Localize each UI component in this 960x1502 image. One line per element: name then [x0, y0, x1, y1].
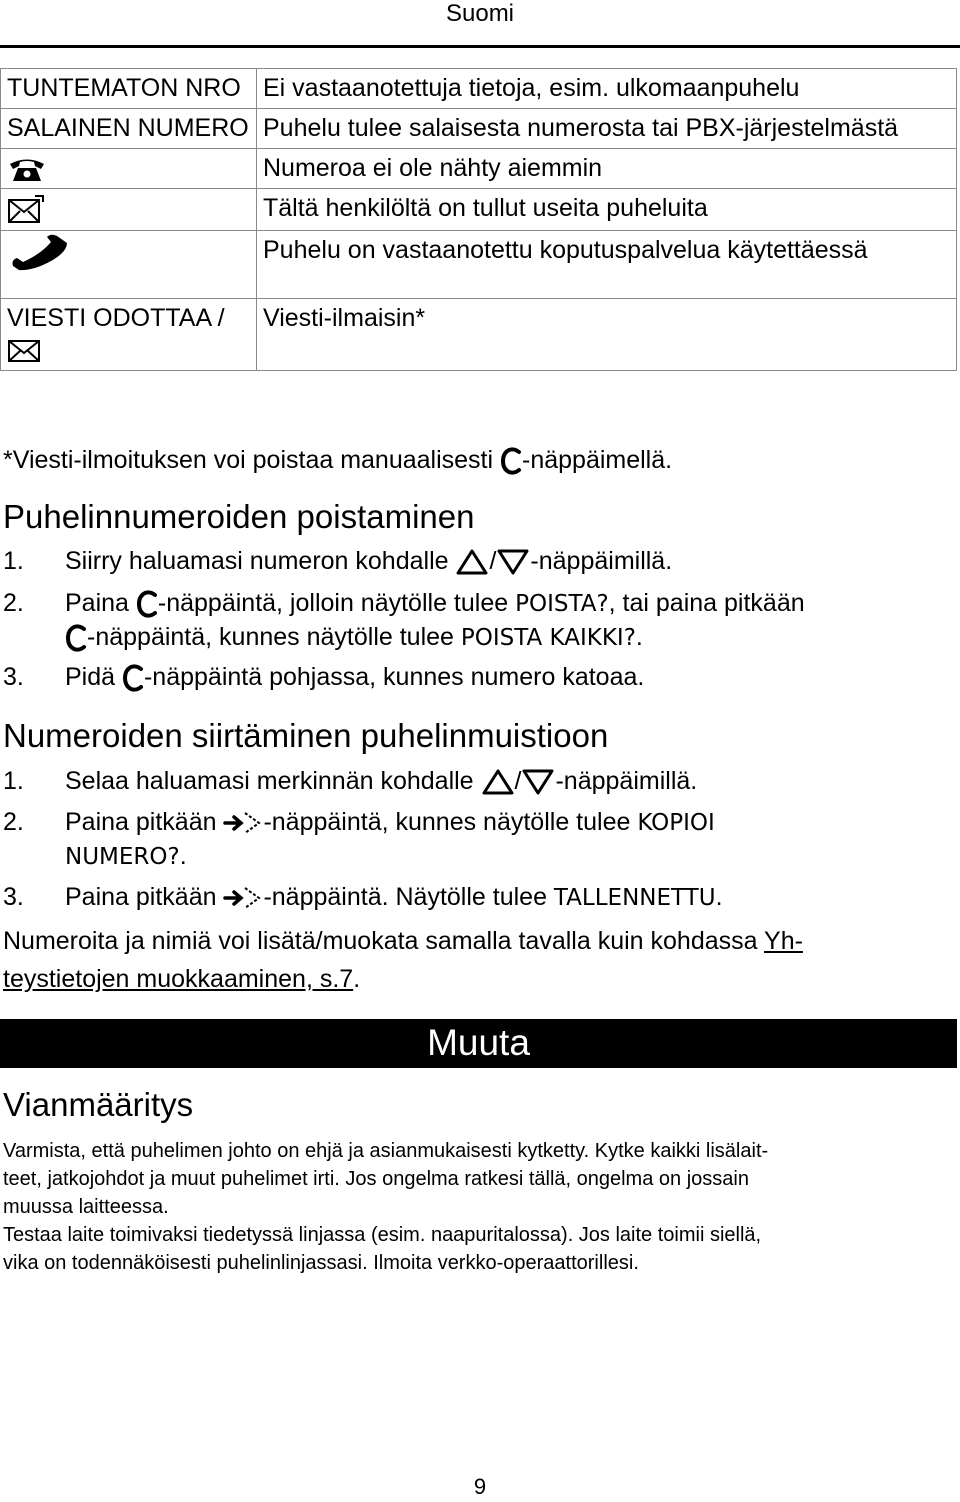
section-title-copy-to-phonebook: Numeroiden siirtäminen puhelinmuistioon [3, 717, 609, 754]
text-line: teet, jatkojohdot ja muut puhelimet irti. Jos ongelma ratkesi tällä, ongelma on jossain [3, 1168, 749, 1190]
c-key-icon [136, 590, 158, 618]
legend-term [1, 230, 257, 298]
menu-ok-key-icon [223, 884, 263, 912]
c-key-icon [122, 664, 144, 692]
envelope-icon [7, 338, 41, 364]
c-key-icon [65, 624, 87, 652]
text-line: vika on todennäköisesti puhelinlinjassasi. Ilmoita verkko-operaattorillesi. [3, 1252, 639, 1274]
section-title-delete-numbers: Puhelinnumeroiden poistaminen [3, 498, 475, 535]
up-arrow-key-icon [481, 768, 515, 796]
legend-description: Puhelu on vastaanotettu koputuspalvelua käytettäessä [257, 230, 957, 298]
text-line: Testaa laite toimivaksi tiedetyssä linjassa (esim. naapuritalossa). Jos laite toimii siellä, [3, 1224, 762, 1246]
table-row [1, 109, 957, 149]
troubleshooting-text [3, 1137, 958, 1277]
edit-contacts-paragraph: Numeroita ja nimiä voi lisätä/muokata samalla tavalla kuin kohdassa Yh- teystietojen muokkaaminen, s.7. [3, 927, 803, 993]
table-row [1, 149, 957, 189]
legend-term [1, 149, 257, 189]
legend-term: TUNTEMATON NRO [1, 69, 257, 109]
menu-ok-key-icon [223, 809, 263, 837]
legend-term: SALAINEN NUMERO [1, 109, 257, 149]
legend-description: Numeroa ei ole nähty aiemmin [257, 149, 957, 189]
page-language-label: Suomi [445, 0, 515, 27]
down-arrow-key-icon [521, 768, 555, 796]
table-row [1, 298, 957, 370]
text-line: muussa laitteessa. [3, 1196, 169, 1218]
c-key-icon [500, 447, 522, 475]
table-row [1, 69, 957, 109]
message-waiting-label: VIESTI ODOTTAA / [7, 303, 225, 332]
table-row [1, 189, 957, 230]
legend-description: Viesti-ilmaisin* [257, 298, 957, 370]
new-call-phone-icon [7, 154, 47, 184]
legend-term [1, 298, 257, 370]
header-rule [0, 45, 960, 48]
banner-title: Muuta [427, 1022, 530, 1063]
handset-icon [7, 234, 71, 272]
repeat-calls-envelope-icon [7, 194, 45, 226]
section-banner [0, 1019, 957, 1068]
text-line: Varmista, että puhelimen johto on ehjä ja asianmukaisesti kytketty. Kytke kaikki lisälait- [3, 1140, 769, 1162]
contacts-edit-link-continued[interactable]: teystietojen muokkaaminen, s.7 [3, 965, 354, 993]
caller-id-legend-table [0, 68, 957, 371]
table-row [1, 230, 957, 298]
legend-term [1, 189, 257, 230]
up-arrow-key-icon [455, 548, 489, 576]
section-title-troubleshooting: Vianmääritys [3, 1086, 194, 1123]
legend-description: Tältä henkilöltä on tullut useita puheluita [257, 189, 957, 230]
down-arrow-key-icon [496, 548, 530, 576]
legend-description: Ei vastaanotettuja tietoja, esim. ulkomaanpuhelu [257, 69, 957, 109]
message-indicator-note: *Viesti-ilmoituksen voi poistaa manuaalisesti -näppäimellä. [3, 446, 673, 474]
page-number: 9 [473, 1474, 487, 1499]
contacts-edit-link[interactable]: Yh- [764, 927, 803, 955]
legend-description: Puhelu tulee salaisesta numerosta tai PBX-järjestelmästä [257, 109, 957, 149]
